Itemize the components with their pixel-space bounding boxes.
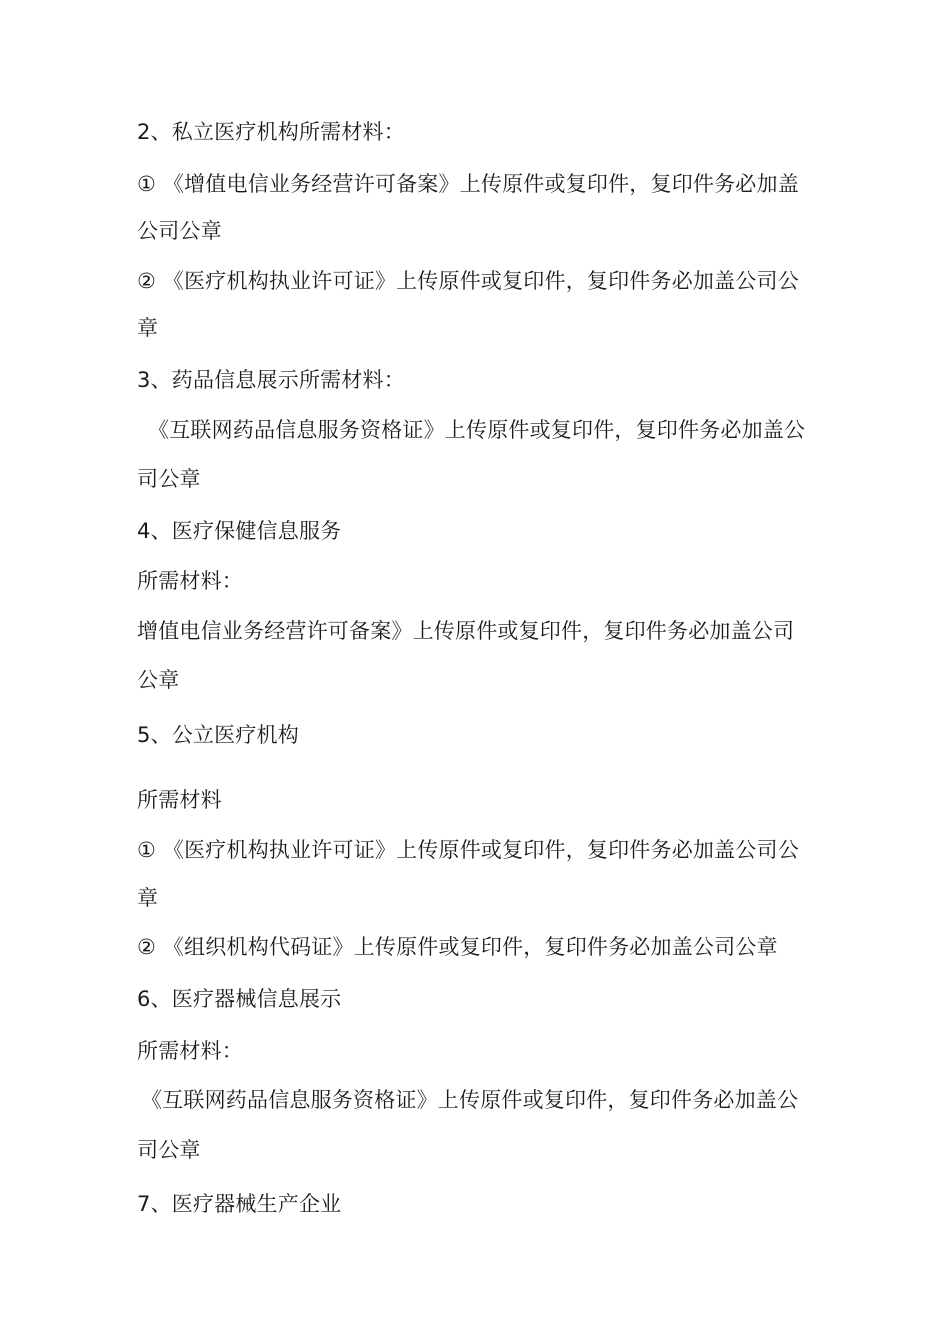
section-5-heading: 5、公立医疗机构 [137, 723, 299, 747]
section-5-item-2: ② 《组织机构代码证》上传原件或复印件，复印件务必加盖公司公章 [137, 935, 778, 959]
section-6-materials-label: 所需材料： [137, 1039, 243, 1063]
section-5-materials-label: 所需材料 [137, 788, 222, 812]
section-6-item-cont: 司公章 [137, 1138, 201, 1162]
section-3-item: 《互联网药品信息服务资格证》上传原件或复印件，复印件务必加盖公 [148, 418, 806, 442]
section-5-item-1-cont: 章 [137, 886, 159, 910]
section-4-item: 增值电信业务经营许可备案》上传原件或复印件，复印件务必加盖公司 [137, 619, 795, 643]
section-2-heading: 2、私立医疗机构所需材料： [137, 120, 405, 144]
section-3-heading: 3、药品信息展示所需材料： [137, 368, 405, 392]
section-4-heading: 4、医疗保健信息服务 [137, 519, 342, 543]
section-3-item-cont: 司公章 [137, 467, 201, 491]
section-6-heading: 6、医疗器械信息展示 [137, 987, 342, 1011]
section-7-heading: 7、医疗器械生产企业 [137, 1192, 342, 1216]
section-2-item-2-cont: 章 [137, 316, 159, 340]
section-6-item: 《互联网药品信息服务资格证》上传原件或复印件，复印件务必加盖公 [141, 1088, 799, 1112]
section-2-item-1-cont: 公司公章 [137, 219, 222, 243]
section-5-item-1: ① 《医疗机构执业许可证》上传原件或复印件，复印件务必加盖公司公 [137, 838, 799, 862]
section-4-item-cont: 公章 [137, 668, 180, 692]
section-2-item-1: ① 《增值电信业务经营许可备案》上传原件或复印件，复印件务必加盖 [137, 172, 799, 196]
section-2-item-2: ② 《医疗机构执业许可证》上传原件或复印件，复印件务必加盖公司公 [137, 269, 799, 293]
section-4-materials-label: 所需材料： [137, 569, 243, 593]
